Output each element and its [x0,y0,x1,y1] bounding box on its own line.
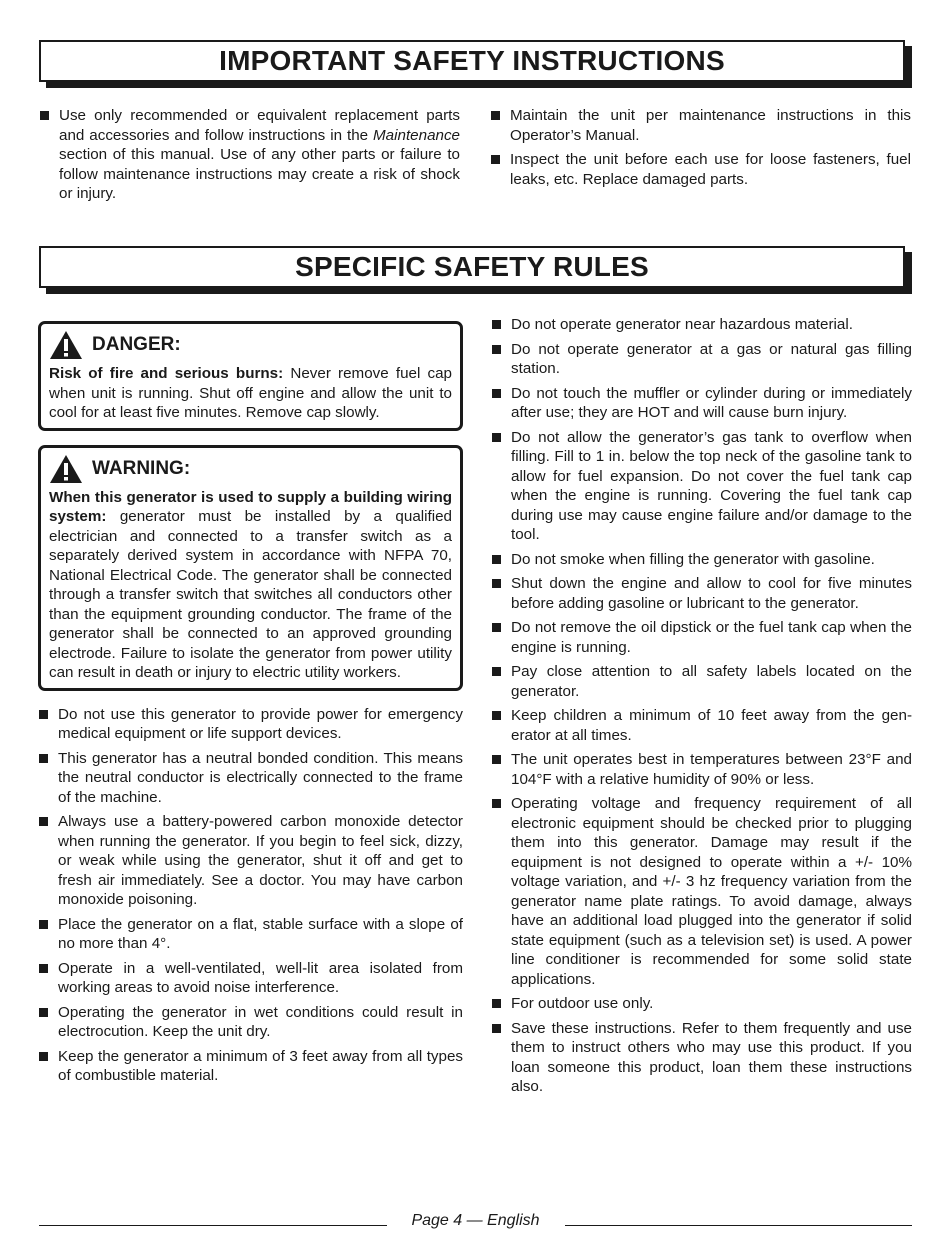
list-item: Operating voltage and frequency requirement of all electronic equipment should be checked prior to plugging them into this generator. Damage may result if the equipment is not designed to operate within a +/- 10% voltage variation, and +/- 3 hz frequency variation from the generator name plate ratings. To avoid damage, always have an additional load plugged into the generator if solid state equipment (such as a television set) is used. A power line conditioner is recommended for some solid state applications. [491,794,912,989]
list-item: Inspect the unit before each use for loose fasteners, fuel leaks, etc. Replace damaged parts. [490,150,911,189]
list-item: Do not remove the oil dipstick or the fuel tank cap when the engine is running. [491,618,912,657]
list-item: Do not operate generator at a gas or natural gas filling station. [491,340,912,379]
specific-safety-header [39,246,905,288]
emphasis: Maintenance [373,126,460,144]
list-item: This generator has a neutral bonded condition. This means the neutral conductor is electrically connected to the frame of the machine. [38,749,463,808]
list-item: Do not operate generator near hazardous material. [491,315,912,335]
list-item: Place the generator on a flat, stable surface with a slope of no more than 4°. [38,915,463,954]
list-item: Maintain the unit per maintenance instructions in this Operator’s Manual. [490,106,911,145]
list-item: Always use a battery-powered carbon monoxide detector when running the generator. If you begin to feel sick, dizzy, or weak while using the generator, shut it off and get to fresh air immediately. See a doctor. You may have carbon monoxide poisoning. [38,812,463,910]
list-item: The unit operates best in temperatures between 23°F and 104°F with a relative humidity of 90% or less. [491,750,912,789]
list-item: Keep children a minimum of 10 feet away from the generator at all times. [491,706,912,745]
list-item: Operate in a well-ventilated, well-lit area isolated from working areas to avoid noise interference. [38,959,463,998]
warning-heading: WARNING: [92,457,191,479]
list-item: Do not touch the muffler or cylinder during or immediately after use; they are HOT and will cause burn injury. [491,384,912,423]
danger-box: DANGER: Risk of fire and serious burns: Never remove fuel cap when unit is running. Shut off engine and allow the unit to cool for at least five minutes. Remove cap slowly. [38,321,463,431]
page-number: Page 4 — English [411,1212,540,1229]
list-item: Pay close attention to all safety labels located on the generator. [491,662,912,701]
list-item: Operating the generator in wet conditions could result in electrocution. Keep the unit dry. [38,1003,463,1042]
important-safety-header [39,40,905,82]
warning-box: WARNING: When this generator is used to supply a building wiring system: generator must be installed by a qualified electrician and connected to a transfer switch as a separately derived system in accordance with NFPA 70, National Electrical Code. The generator shall be connected through a transfer switch that switches all conductors other than the equipment grounding conductor. The frame of the generator shall be connected to an approved grounding electrode. Failure to isolate the generator from power utility can result in death or injury to electric utility workers. [38,445,463,691]
section2-right-column [491,315,912,1102]
list-item: Keep the generator a minimum of 3 feet away from all types of combustible material. [38,1047,463,1086]
section2-left-column [38,321,463,1091]
section1-right-column [490,106,911,194]
list-item: For outdoor use only. [491,994,912,1014]
warning-triangle-icon [49,330,83,360]
section1-left-column [39,106,460,209]
list-item: Use only recommended or equivalent replacement parts and accessories and follow instructions in the Maintenance section of this manual. Use of any other parts or failure to follow maintenance instructions may create a risk of shock or injury. [39,106,460,204]
list-item: Do not smoke when filling the generator with gasoline. [491,550,912,570]
list-item: Shut down the engine and allow to cool for five minutes before adding gasoline or lubricant to the generator. [491,574,912,613]
list-item: Do not use this generator to provide power for emergency medical equipment or life support devices. [38,705,463,744]
section-title: IMPORTANT SAFETY INSTRUCTIONS [219,45,725,76]
list-item: Save these instructions. Refer to them frequently and use them to instruct others who may use this product. If you loan someone this product, loan them these instructions also. [491,1019,912,1097]
list-item: Do not allow the generator’s gas tank to overflow when filling. Fill to 1 in. below the top neck of the gasoline tank to allow for fuel expansion. Do not cover the fuel tank cap when the engine is running. Covering the fuel tank cap during use may cause engine failure and/or damage to the tool. [491,428,912,545]
danger-heading: DANGER: [92,334,181,356]
warning-triangle-icon [49,454,83,484]
section-title: SPECIFIC SAFETY RULES [295,251,649,282]
page-footer [39,1212,912,1236]
